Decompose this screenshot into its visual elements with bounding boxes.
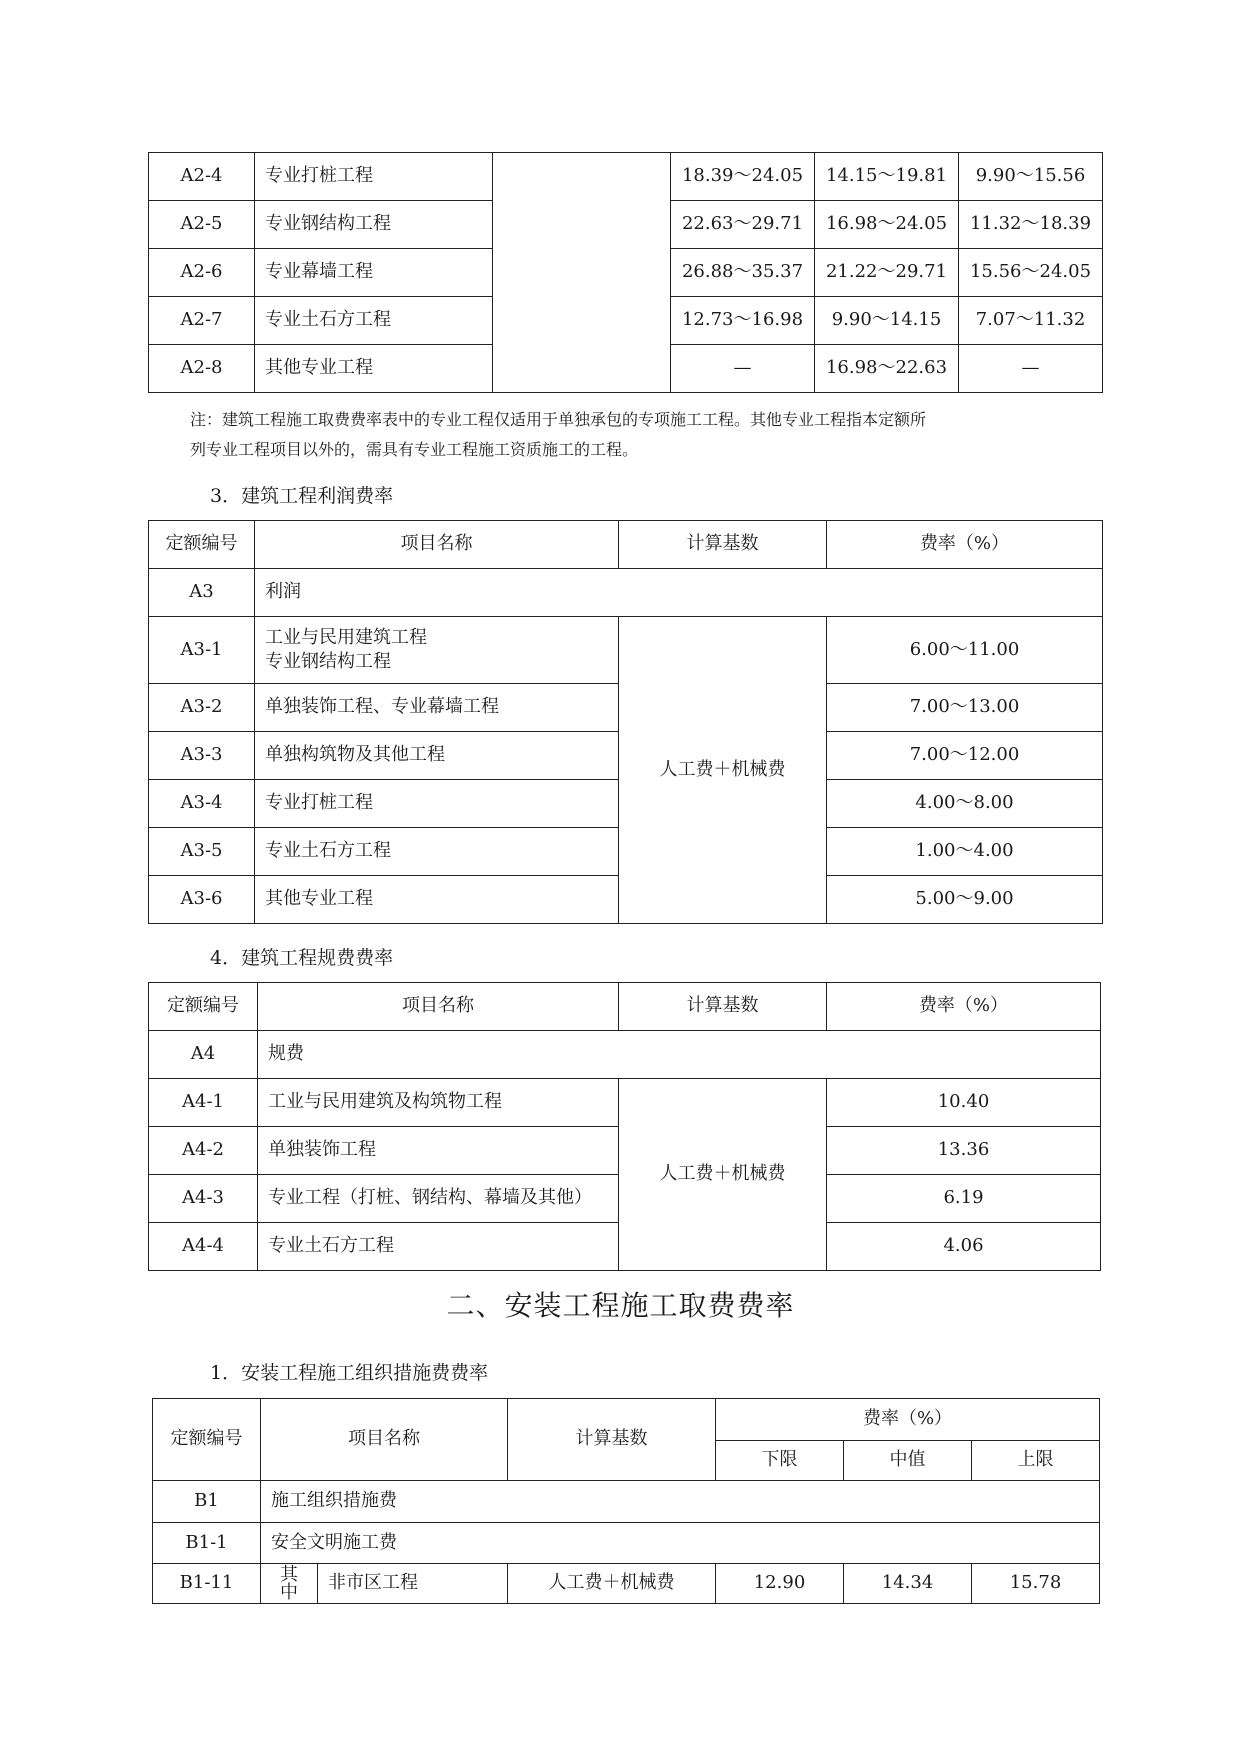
header-base: 计算基数 [619,521,827,569]
table-a2 [148,152,1103,393]
section-title: 1．安装工程施工组织措施费费率 [210,1362,489,1384]
header-name: 项目名称 [261,1399,508,1481]
qizhong-cell [261,1564,318,1604]
header-mid: 中值 [844,1441,972,1481]
code-cell: A3 [149,569,255,617]
rate-mid-cell: 14.34 [844,1564,972,1604]
header-name: 项目名称 [255,521,619,569]
name-cell: 单独构筑物及其他工程 [255,732,619,780]
rate-low-cell: 12.90 [716,1564,844,1604]
header-row [153,1399,1100,1441]
header-low: 下限 [716,1441,844,1481]
table-row [149,153,1103,201]
code-cell: A3-6 [149,876,255,924]
code-cell: A2-6 [149,249,255,297]
rate-cell: 16.98～24.05 [815,201,959,249]
name-line: 工业与民用建筑工程 [265,626,427,648]
rate-cell: 6.19 [827,1175,1101,1223]
rate-cell: — [671,345,815,393]
name-cell [255,617,619,684]
header-high: 上限 [972,1441,1100,1481]
name-cell: 专业工程（打桩、钢结构、幕墙及其他） [258,1175,619,1223]
name-cell: 利润 [255,569,1103,617]
rate-cell: 18.39～24.05 [671,153,815,201]
rate-cell: 16.98～22.63 [815,345,959,393]
rate-cell: 26.88～35.37 [671,249,815,297]
name-cell: 专业幕墙工程 [255,249,493,297]
header-base: 计算基数 [508,1399,716,1481]
name-line: 专业钢结构工程 [265,651,391,672]
name-cell: 规费 [258,1031,1101,1079]
code-cell: A2-5 [149,201,255,249]
rate-cell: 9.90～14.15 [815,297,959,345]
rate-cell: 13.36 [827,1127,1101,1175]
rate-cell: 15.56～24.05 [959,249,1103,297]
header-code: 定额编号 [149,521,255,569]
code-cell: A2-7 [149,297,255,345]
name-cell: 专业土石方工程 [255,828,619,876]
group-row [153,1481,1100,1523]
code-cell: A4-3 [149,1175,258,1223]
rate-cell: 11.32～18.39 [959,201,1103,249]
rate-cell: 12.73～16.98 [671,297,815,345]
rate-cell: 4.06 [827,1223,1101,1271]
table-a4 [148,982,1101,1271]
group-row [149,1031,1101,1079]
header-base: 计算基数 [619,983,827,1031]
header-rate: 费率（%） [827,521,1103,569]
code-cell: B1 [153,1481,261,1523]
code-cell: A3-3 [149,732,255,780]
section-title: 3．建筑工程利润费率 [210,485,394,507]
section-title: 4．建筑工程规费费率 [210,947,394,969]
name-cell: 其他专业工程 [255,345,493,393]
header-rate: 费率（%） [827,983,1101,1031]
rate-cell: 6.00～11.00 [827,617,1103,684]
rate-cell: 10.40 [827,1079,1101,1127]
name-cell: 专业打桩工程 [255,153,493,201]
table-note [190,405,1090,465]
rate-cell: 7.00～12.00 [827,732,1103,780]
rate-cell: 21.22～29.71 [815,249,959,297]
name-cell: 工业与民用建筑及构筑物工程 [258,1079,619,1127]
qizhong-char: 其 [280,1563,298,1585]
name-cell: 安全文明施工费 [261,1523,1100,1564]
rate-cell: 1.00～4.00 [827,828,1103,876]
name-cell: 专业钢结构工程 [255,201,493,249]
rate-cell: 22.63～29.71 [671,201,815,249]
code-cell: A3-2 [149,684,255,732]
name-cell: 专业打桩工程 [255,780,619,828]
code-cell: A4-1 [149,1079,258,1127]
group-row [149,569,1103,617]
code-cell: B1-11 [153,1564,261,1604]
rate-cell: 4.00～8.00 [827,780,1103,828]
name-cell: 专业土石方工程 [258,1223,619,1271]
rate-high-cell: 15.78 [972,1564,1100,1604]
code-cell: B1-1 [153,1523,261,1564]
header-row [149,983,1101,1031]
code-cell: A4-4 [149,1223,258,1271]
code-cell: A2-8 [149,345,255,393]
header-rate: 费率（%） [716,1399,1100,1441]
header-code: 定额编号 [149,983,258,1031]
name-cell: 非市区工程 [318,1564,508,1604]
code-cell: A3-4 [149,780,255,828]
table-row [153,1564,1100,1604]
base-cell [493,153,671,393]
code-cell: A3-5 [149,828,255,876]
code-cell: A2-4 [149,153,255,201]
name-cell: 其他专业工程 [255,876,619,924]
part-heading: 二、安装工程施工取费费率 [446,1289,795,1322]
base-cell: 人工费＋机械费 [508,1564,716,1604]
table-row [149,617,1103,684]
name-cell: 单独装饰工程 [258,1127,619,1175]
header-code: 定额编号 [153,1399,261,1481]
rate-cell: 7.07～11.32 [959,297,1103,345]
code-cell: A3-1 [149,617,255,684]
header-row [149,521,1103,569]
name-cell: 单独装饰工程、专业幕墙工程 [255,684,619,732]
name-cell: 专业土石方工程 [255,297,493,345]
header-name: 项目名称 [258,983,619,1031]
table-a3 [148,520,1103,924]
rate-cell: 5.00～9.00 [827,876,1103,924]
name-cell: 施工组织措施费 [261,1481,1100,1523]
base-cell: 人工费＋机械费 [619,1079,827,1271]
note-line: 列专业工程项目以外的，需具有专业工程施工资质施工的工程。 [190,440,639,459]
rate-cell: — [959,345,1103,393]
table-row [149,1079,1101,1127]
group-row [153,1523,1100,1564]
rate-cell: 14.15～19.81 [815,153,959,201]
note-line: 注：建筑工程施工取费费率表中的专业工程仅适用于单独承包的专项施工工程。其他专业工程指本定额所 [190,410,927,429]
base-cell: 人工费＋机械费 [619,617,827,924]
code-cell: A4 [149,1031,258,1079]
rate-cell: 9.90～15.56 [959,153,1103,201]
rate-cell: 7.00～13.00 [827,684,1103,732]
table-b1 [152,1398,1100,1604]
qizhong-char: 中 [280,1581,298,1603]
code-cell: A4-2 [149,1127,258,1175]
